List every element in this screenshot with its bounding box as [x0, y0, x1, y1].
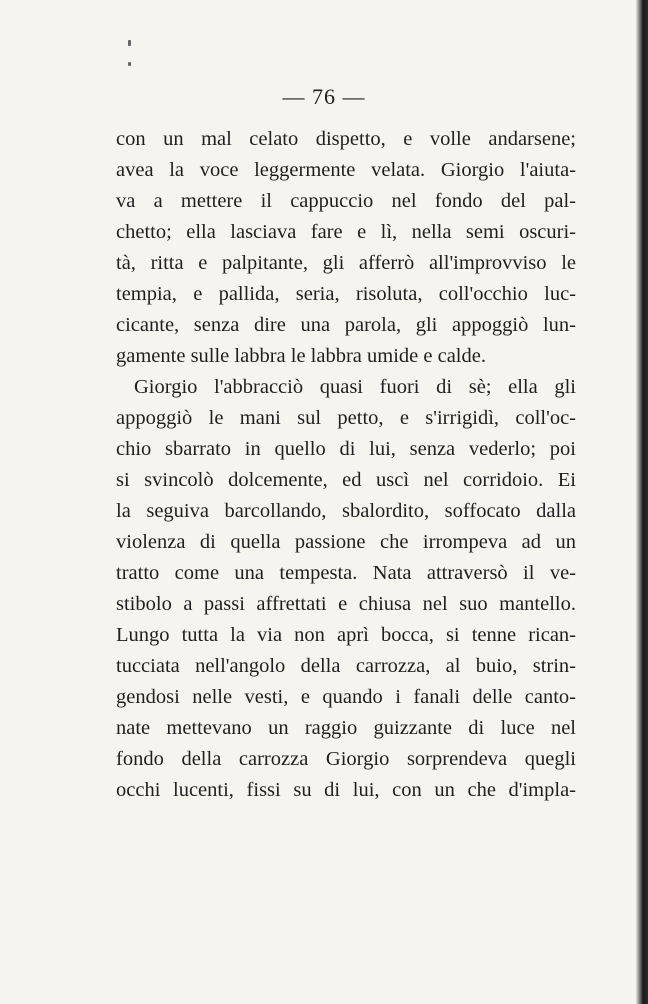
text-line: tempia, e pallida, seria, risoluta, coll'occhio luc-	[116, 283, 576, 305]
text-line: chetto; ella lasciava fare e lì, nella semi oscuri-	[116, 221, 576, 243]
body-text	[116, 124, 576, 806]
text-line: va a mettere il cappuccio nel fondo del pal-	[116, 190, 576, 212]
text-line: nate mettevano un raggio guizzante di luce nel	[116, 717, 576, 739]
text-line: gendosi nelle vesti, e quando i fanali delle canto-	[116, 686, 576, 708]
text-line: stibolo a passi affrettati e chiusa nel suo mantello.	[116, 593, 576, 615]
text-line: Lungo tutta la via non aprì bocca, si tenne rican-	[116, 624, 576, 646]
page-number: — 76 —	[282, 84, 366, 109]
ink-speck	[128, 62, 131, 66]
text-line: tà, ritta e palpitante, gli afferrò all'improvviso le	[116, 252, 576, 274]
text-line: si svincolò dolcemente, ed uscì nel corridoio. Ei	[116, 469, 576, 491]
text-line: con un mal celato dispetto, e volle andarsene;	[116, 128, 576, 150]
text-line: la seguiva barcollando, sbalordito, soffocato dalla	[116, 500, 576, 522]
ink-speck	[128, 40, 131, 46]
text-line: tratto come una tempesta. Nata attraversò il ve-	[116, 562, 576, 584]
text-line: Giorgio l'abbracciò quasi fuori di sè; ella gli	[134, 376, 576, 398]
text-line: violenza di quella passione che irrompeva ad un	[116, 531, 576, 553]
text-line: tucciata nell'angolo della carrozza, al buio, strin-	[116, 655, 576, 677]
text-line: appoggiò le mani sul petto, e s'irrigidì, coll'oc-	[116, 407, 576, 429]
text-line: fondo della carrozza Giorgio sorprendeva quegli	[116, 748, 576, 770]
text-line: avea la voce leggermente velata. Giorgio l'aiuta-	[116, 159, 576, 181]
text-line: occhi lucenti, fissi su di lui, con un che d'impla-	[116, 779, 576, 801]
page-binding-edge	[636, 0, 648, 1004]
text-line: cicante, senza dire una parola, gli appoggiò lun-	[116, 314, 576, 336]
text-line: chio sbarrato in quello di lui, senza vederlo; poi	[116, 438, 576, 460]
text-line: gamente sulle labbra le labbra umide e calde.	[116, 345, 486, 367]
